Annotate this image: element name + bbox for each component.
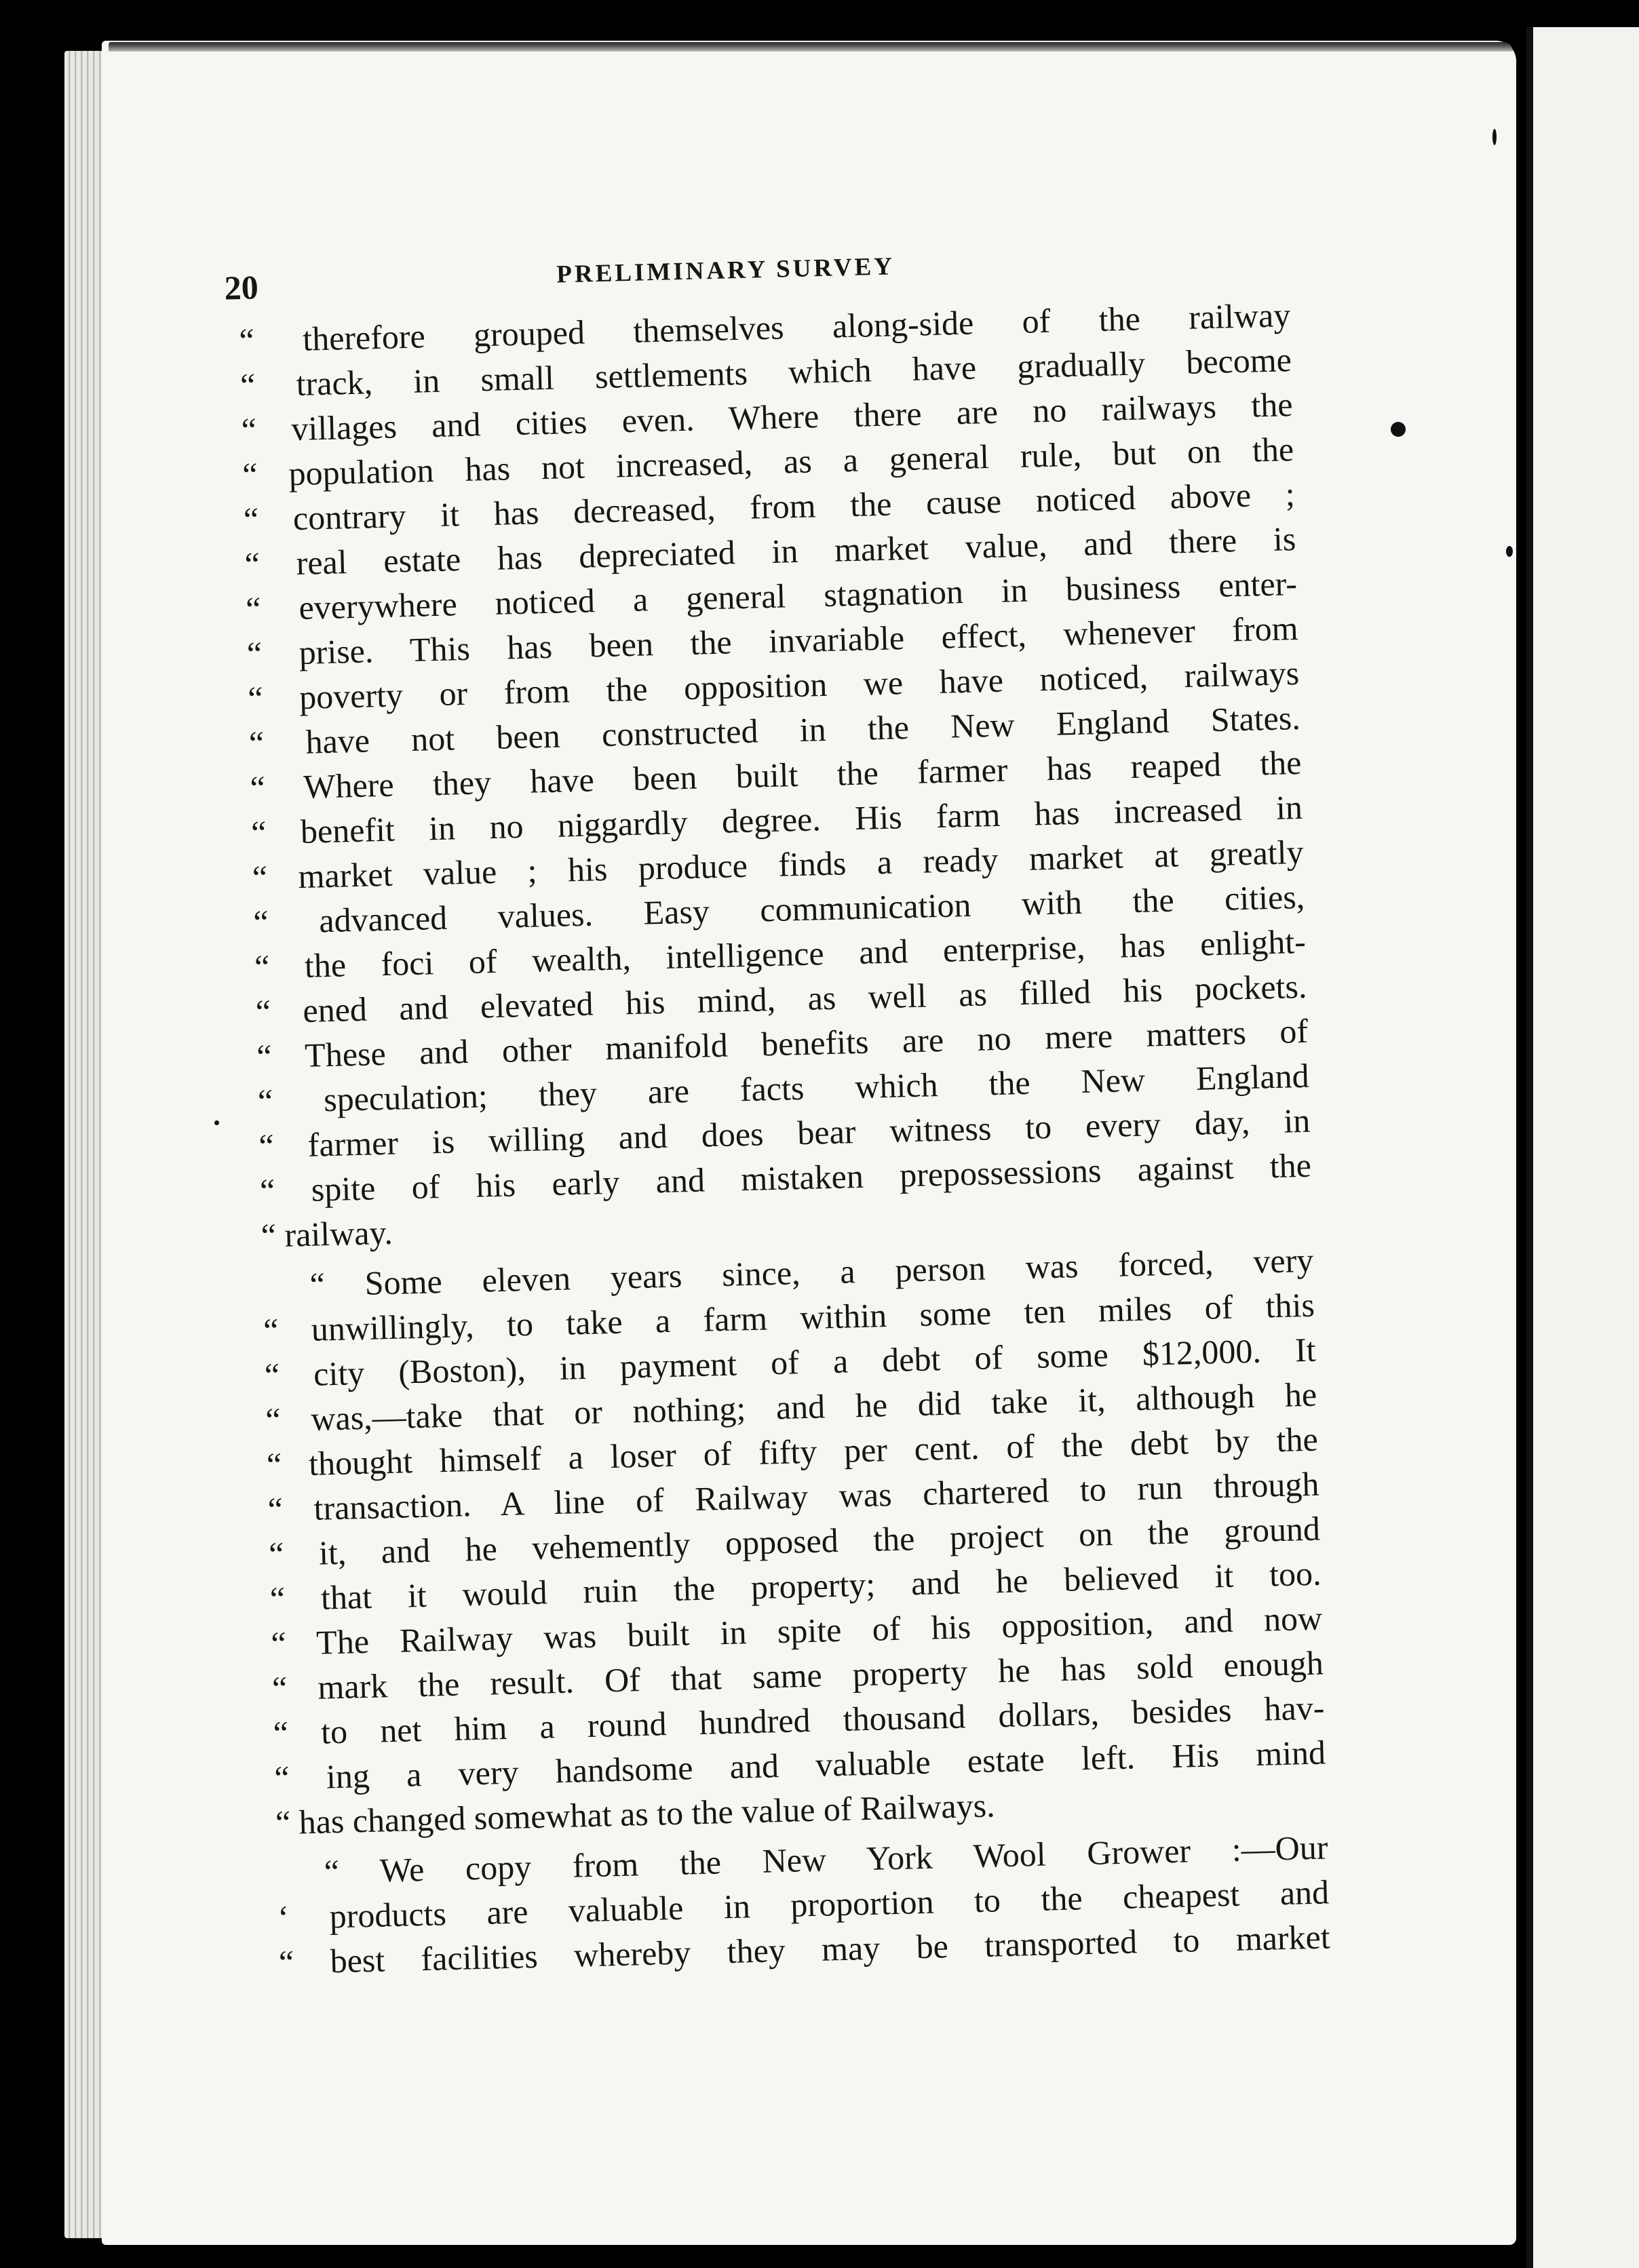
text-line: “ track, in small settlements which have gradually become [239,340,1292,404]
ink-speck [1506,546,1513,557]
text-line: “ mark the result. Of that same property he has sold enough [271,1643,1324,1708]
ink-speck [1492,129,1497,145]
text-line: “ transaction. A line of Railway was chartered to run through [267,1464,1319,1529]
text-line: “ have not been constructed in the New England States. [248,698,1301,762]
text-line: “ market value ; his produce finds a ready market at greatly [252,832,1305,897]
text-line: “ poverty or from the opposition we have noticed, railways [247,653,1300,718]
page-text-block [224,242,1331,1984]
text-line: “ Some eleven years since, a person was forced, very [309,1240,1314,1304]
text-line: “ The Railway was built in spite of his opposition, and now [270,1599,1323,1663]
page-top-shadow [109,42,1513,52]
text-line: “ city (Boston), in payment of a debt of some $12,000. It [264,1330,1317,1394]
text-line: “ ing a very handsome and valuable estate left. His mind [273,1733,1326,1797]
ink-speck [1391,422,1406,437]
ink-speck [214,1120,219,1125]
text-line: “ villages and cities even. Where there are no railways the [241,385,1294,449]
paragraph-2 [262,1238,1328,1845]
text-line: “ railway. [261,1213,393,1255]
text-line: “ Where they have been built the farmer has reaped the [250,743,1302,807]
text-line: “ ened and elevated his mind, as well as filled his pockets. [255,966,1308,1031]
paragraph-3 [276,1824,1330,1984]
text-line: “ We copy from the New York Wool Grower :—Our [324,1828,1329,1891]
text-line: “ that it would ruin the property; and he believed it too. [269,1554,1322,1618]
text-line: “ best facilities whereby they may be transported to market [278,1917,1331,1982]
text-line: “ unwillingly, to take a farm within some ten miles of this [263,1285,1315,1350]
text-line: ‘ products are valuable in proportion to the cheapest and [277,1873,1330,1937]
paragraph-1 [239,292,1313,1257]
text-line: “ advanced values. Easy communication with the cities, [252,877,1305,941]
text-line: “ it, and he vehemently opposed the project on the ground [268,1509,1321,1573]
running-title: PRELIMINARY SURVEY [556,252,895,289]
text-line: “ thought himself a loser of fifty per cent. of the debt by the [266,1420,1319,1484]
text-line: “ the foci of wealth, intelligence and enterprise, has enlight- [254,922,1307,986]
text-line: “ real estate has depreciated in market value, and there is [244,520,1296,583]
text-line: “ to net him a round hundred thousand dollars, besides hav- [273,1688,1326,1753]
text-line: “ These and other manifold benefits are no mere matters of [256,1011,1309,1076]
text-line: “ spite of his early and mistaken prepossessions against the [259,1146,1312,1210]
page-number: 20 [224,268,259,307]
text-line: “ was,—take that or nothing; and he did take it, although he [265,1375,1317,1439]
text-line: “ farmer is willing and does bear witness to every day, in [258,1101,1311,1165]
text-line: “ has changed somewhat as to the value of Railways. [275,1786,996,1842]
text-line: “ contrary it has decreased, from the cause noticed above ; [243,475,1296,539]
text-line: “ speculation; they are facts which the New England [257,1056,1310,1120]
text-line: “ therefore grouped themselves along-side of the railway [238,296,1291,359]
text-line: “ population has not increased, as a general rule, but on the [242,430,1294,494]
facing-page-edge [1526,27,1639,2268]
text-line: “ everywhere noticed a general stagnation in business enter- [245,564,1298,628]
text-line: “ benefit in no niggardly degree. His farm has increased in [250,787,1303,852]
text-line: “ prise. This has been the invariable effect, whenever from [246,608,1299,673]
